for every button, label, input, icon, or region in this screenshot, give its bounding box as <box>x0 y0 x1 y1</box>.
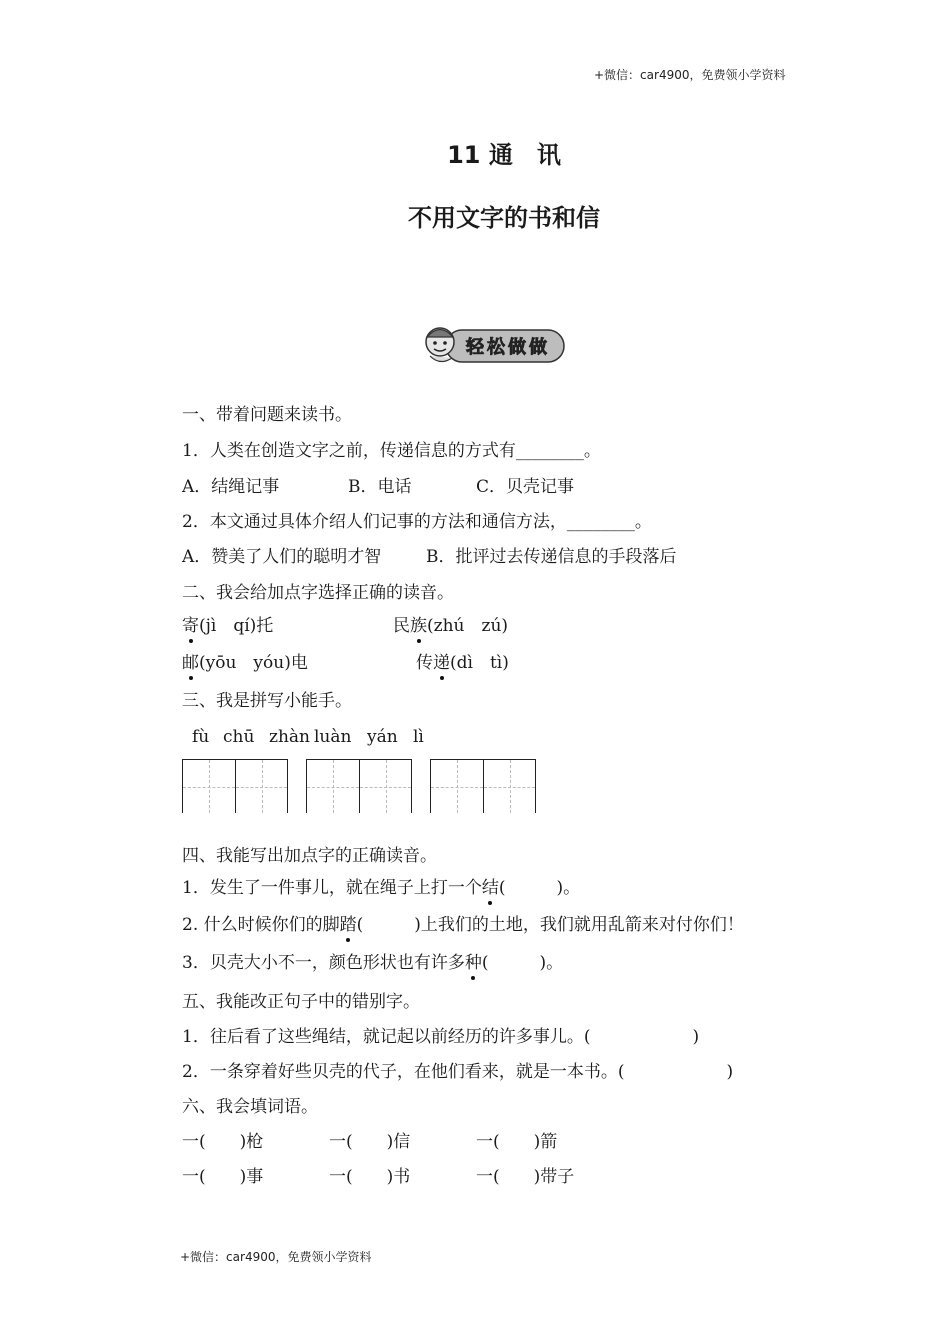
section-badge <box>418 322 566 368</box>
section1-q2-option-a: A．赞美了人们的聪明才智 <box>182 547 382 567</box>
dotted-char: 寄 <box>182 616 199 636</box>
writing-cell[interactable] <box>182 759 235 813</box>
badge-text: 轻松做做 <box>466 337 550 358</box>
section1-q2-option-b: B．批评过去传递信息的手段落后 <box>426 547 677 567</box>
writing-cell[interactable] <box>235 759 288 813</box>
writing-cell[interactable] <box>359 759 412 813</box>
pinyin-4: luàn <box>314 727 352 747</box>
writing-cell[interactable] <box>483 759 536 813</box>
section5-q1: 1．往后看了这些绳结，就记起以前经历的许多事儿。( ) <box>182 1027 700 1047</box>
pinyin-3: zhàn <box>269 727 310 747</box>
section4-q1: 1．发生了一件事儿，就在绳子上打一个结( )。 <box>182 878 581 898</box>
writing-cell[interactable] <box>306 759 359 813</box>
section1-q1: 1．人类在创造文字之前，传递信息的方式有________。 <box>182 441 601 461</box>
section6-heading: 六、我会填词语。 <box>182 1097 318 1117</box>
section1-q1-option-c: C．贝壳记事 <box>476 477 575 497</box>
pinyin-6: lì <box>413 727 424 747</box>
section4-q2: 2. 什么时候你们的脚踏( )上我们的土地，我们就用乱箭来对付你们！ <box>182 915 744 935</box>
dotted-char: 族 <box>410 616 427 636</box>
pinyin-1: fù <box>192 727 210 747</box>
watermark-bottom: +微信：car4900，免费领小学资料 <box>180 1250 372 1264</box>
section4-q3: 3．贝壳大小不一，颜色形状也有许多种( )。 <box>182 953 564 973</box>
fill-word-3: 一( )箭 <box>476 1132 558 1152</box>
fill-word-4: 一( )事 <box>182 1167 264 1187</box>
fill-word-2: 一( )信 <box>329 1132 411 1152</box>
pinyin-2: chū <box>223 727 255 747</box>
dotted-char: 递 <box>433 653 450 673</box>
section3-heading: 三、我是拼写小能手。 <box>182 691 352 711</box>
dotted-char: 结 <box>481 878 499 898</box>
fill-word-5: 一( )书 <box>329 1167 411 1187</box>
writing-grid-2 <box>306 759 412 813</box>
section1-q1-option-a: A．结绳记事 <box>182 477 280 497</box>
section2-heading: 二、我会给加点字选择正确的读音。 <box>182 583 454 603</box>
section5-heading: 五、我能改正句子中的错别字。 <box>182 992 420 1012</box>
section4-heading: 四、我能写出加点字的正确读音。 <box>182 846 437 866</box>
dotted-char: 邮 <box>182 653 199 673</box>
dotted-char: 踏 <box>339 915 357 935</box>
section1-heading: 一、带着问题来读书。 <box>182 405 352 425</box>
writing-cell[interactable] <box>430 759 483 813</box>
boy-mascot-icon <box>418 322 566 368</box>
fill-word-6: 一( )带子 <box>476 1167 575 1187</box>
lesson-subtitle: 不用文字的书和信 <box>408 204 600 232</box>
section5-q2: 2．一条穿着好些贝壳的代子，在他们看来，就是一本书。( ) <box>182 1062 734 1082</box>
section1-q2: 2．本文通过具体介绍人们记事的方法和通信方法，________。 <box>182 512 652 532</box>
fill-word-1: 一( )枪 <box>182 1132 264 1152</box>
lesson-title: 11 通 讯 <box>447 141 561 169</box>
section2-item-1: 寄(jì qí)托 <box>182 616 274 636</box>
dotted-char: 种 <box>464 953 482 973</box>
section1-q1-option-b: B．电话 <box>348 477 412 497</box>
section2-item-3: 邮(yōu yóu)电 <box>182 653 308 673</box>
watermark-top: +微信：car4900，免费领小学资料 <box>594 68 786 82</box>
section2-item-2: 民族(zhú zú) <box>393 616 509 636</box>
pinyin-5: yán <box>367 727 398 747</box>
section2-item-4: 传递(dì tì) <box>416 653 509 673</box>
writing-grid-3 <box>430 759 536 813</box>
writing-grid-1 <box>182 759 288 813</box>
